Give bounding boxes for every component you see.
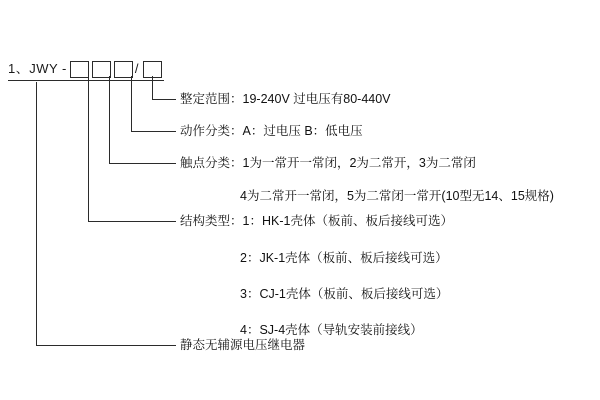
model-code-underline [8, 80, 164, 81]
note-structure-type-value4: 4：SJ-4壳体（导轨安装前接线） [240, 323, 423, 337]
leader-vline-action-class [131, 76, 132, 132]
note-setting-range [180, 91, 391, 108]
leader-hline-contact-class [109, 163, 176, 164]
note-structure-type-value: 1：HK-1壳体（板前、板后接线可选） [242, 214, 453, 228]
leader-vline-structure-type [88, 76, 89, 222]
note-structure-type-value3: 3：CJ-1壳体（板前、板后接线可选） [240, 287, 449, 301]
note-structure-type-line2 [240, 250, 448, 267]
leader-vline-contact-class [109, 76, 110, 164]
code-box-3[interactable] [114, 61, 133, 78]
note-structure-type-label: 结构类型： [180, 214, 243, 228]
note-setting-range-label: 整定范围： [180, 92, 243, 106]
leader-vline-product-name [36, 82, 37, 346]
note-contact-class-label: 触点分类： [180, 156, 243, 170]
note-contact-class [180, 155, 476, 172]
note-product-name-value: 静态无辅源电压继电器 [180, 338, 306, 352]
note-contact-class-value2: 4为二常开一常闭，5为二常闭一常开(10型无14、15规格) [240, 189, 554, 203]
note-structure-type-line3 [240, 286, 448, 303]
note-structure-type-value2: 2：JK-1壳体（板前、板后接线可选） [240, 251, 448, 265]
leader-hline-setting-range [152, 99, 176, 100]
leader-hline-product-name [36, 345, 176, 346]
leader-hline-action-class [131, 131, 176, 132]
code-box-1[interactable] [70, 61, 89, 78]
code-box-2[interactable] [92, 61, 111, 78]
note-contact-class-value: 1为一常开一常闭，2为二常开，3为二常闭 [242, 156, 476, 170]
note-action-class-value: A：过电压 B：低电压 [242, 124, 363, 138]
model-code-prefix: 1、JWY - [8, 61, 67, 76]
note-structure-type [180, 213, 453, 230]
code-slash: / [134, 61, 139, 76]
note-product-name [180, 337, 305, 354]
note-action-class-label: 动作分类： [180, 124, 243, 138]
note-setting-range-value: 19-240V 过电压有80-440V [242, 92, 391, 106]
note-action-class [180, 123, 363, 140]
model-code-row [8, 58, 162, 80]
leader-hline-structure-type [88, 221, 176, 222]
leader-vline-setting-range [152, 76, 153, 100]
note-contact-class-line2 [240, 188, 554, 205]
code-box-4[interactable] [143, 61, 162, 78]
